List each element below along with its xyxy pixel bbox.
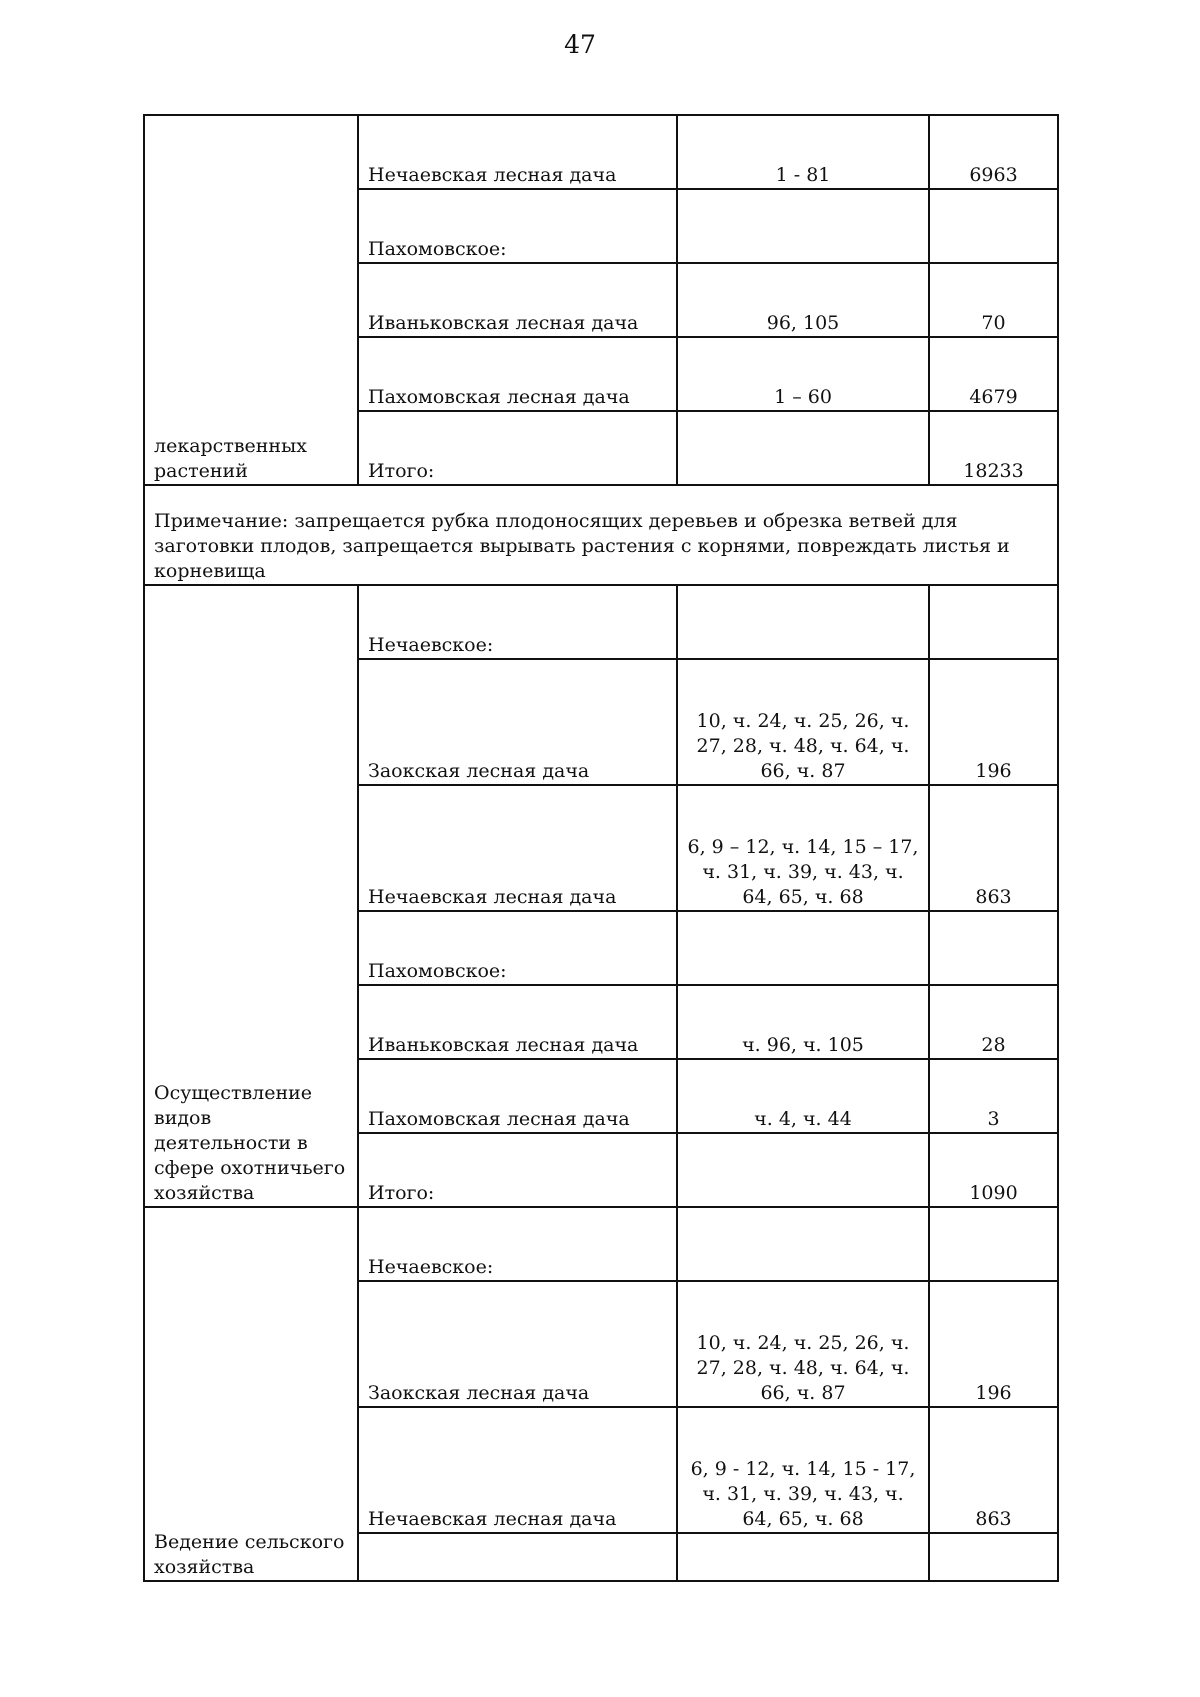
note-row (144, 485, 1058, 585)
area-cell: 28 (929, 985, 1058, 1059)
quarters-cell: 6, 9 – 12, ч. 14, 15 – 17, ч. 31, ч. 39, ч. 43, ч. 64, 65, ч. 68 (677, 785, 929, 911)
area-cell: 196 (929, 659, 1058, 785)
quarters-cell: ч. 4, ч. 44 (677, 1059, 929, 1133)
area-cell: 863 (929, 1407, 1058, 1533)
quarters-cell (677, 189, 929, 263)
area-cell (929, 189, 1058, 263)
forest-name-cell: Нечаевское: (358, 585, 677, 659)
forest-name-cell: Нечаевское: (358, 1207, 677, 1281)
total-area-cell: 1090 (929, 1133, 1058, 1207)
forest-name-cell: Пахомовское: (358, 911, 677, 985)
area-cell (929, 911, 1058, 985)
page-number: 47 (564, 30, 596, 59)
activity-cell: Осуществление видов деятельности в сфере охотничьего хозяйства (144, 585, 358, 1207)
quarters-cell: 1 – 60 (677, 337, 929, 411)
table-row (144, 115, 1058, 189)
quarters-cell (677, 1207, 929, 1281)
quarters-cell (677, 1133, 929, 1207)
quarters-cell: 96, 105 (677, 263, 929, 337)
area-cell (929, 1533, 1058, 1581)
quarters-cell: 6, 9 - 12, ч. 14, 15 - 17, ч. 31, ч. 39, ч. 43, ч. 64, 65, ч. 68 (677, 1407, 929, 1533)
quarters-cell: ч. 96, ч. 105 (677, 985, 929, 1059)
quarters-cell (677, 911, 929, 985)
area-cell: 6963 (929, 115, 1058, 189)
area-cell (929, 1207, 1058, 1281)
area-cell (929, 585, 1058, 659)
note-cell: Примечание: запрещается рубка плодоносящих деревьев и обрезка ветвей для заготовки плодов, запрещается вырывать растения с корнями, повреждать листья и корневища (144, 485, 1058, 585)
forest-name-cell: Заокская лесная дача (358, 659, 677, 785)
forest-name-cell: Пахомовская лесная дача (358, 337, 677, 411)
activity-cell: Ведение сельского хозяйства (144, 1207, 358, 1581)
forest-name-cell: Нечаевская лесная дача (358, 1407, 677, 1533)
forest-name-cell: Нечаевская лесная дача (358, 115, 677, 189)
forest-name-cell: Заокская лесная дача (358, 1281, 677, 1407)
area-cell: 196 (929, 1281, 1058, 1407)
quarters-cell: 10, ч. 24, ч. 25, 26, ч. 27, 28, ч. 48, ч. 64, ч. 66, ч. 87 (677, 1281, 929, 1407)
quarters-cell (677, 411, 929, 485)
total-label: Итого: (358, 411, 677, 485)
quarters-cell: 10, ч. 24, ч. 25, 26, ч. 27, 28, ч. 48, ч. 64, ч. 66, ч. 87 (677, 659, 929, 785)
quarters-cell (677, 585, 929, 659)
table-row (144, 585, 1058, 659)
activity-cell: лекарственных растений (144, 115, 358, 485)
quarters-cell: 1 - 81 (677, 115, 929, 189)
quarters-cell (677, 1533, 929, 1581)
area-cell: 70 (929, 263, 1058, 337)
total-label: Итого: (358, 1133, 677, 1207)
forest-name-cell: Иваньковская лесная дача (358, 263, 677, 337)
forest-name-cell: Иваньковская лесная дача (358, 985, 677, 1059)
area-cell: 863 (929, 785, 1058, 911)
total-area-cell: 18233 (929, 411, 1058, 485)
forest-name-cell: Нечаевская лесная дача (358, 785, 677, 911)
area-cell: 3 (929, 1059, 1058, 1133)
table-row (144, 1207, 1058, 1281)
forest-name-cell: Пахомовское: (358, 189, 677, 263)
forest-name-cell: Пахомовская лесная дача (358, 1059, 677, 1133)
forest-name-cell (358, 1533, 677, 1581)
area-cell: 4679 (929, 337, 1058, 411)
forest-use-table (143, 114, 1059, 1582)
